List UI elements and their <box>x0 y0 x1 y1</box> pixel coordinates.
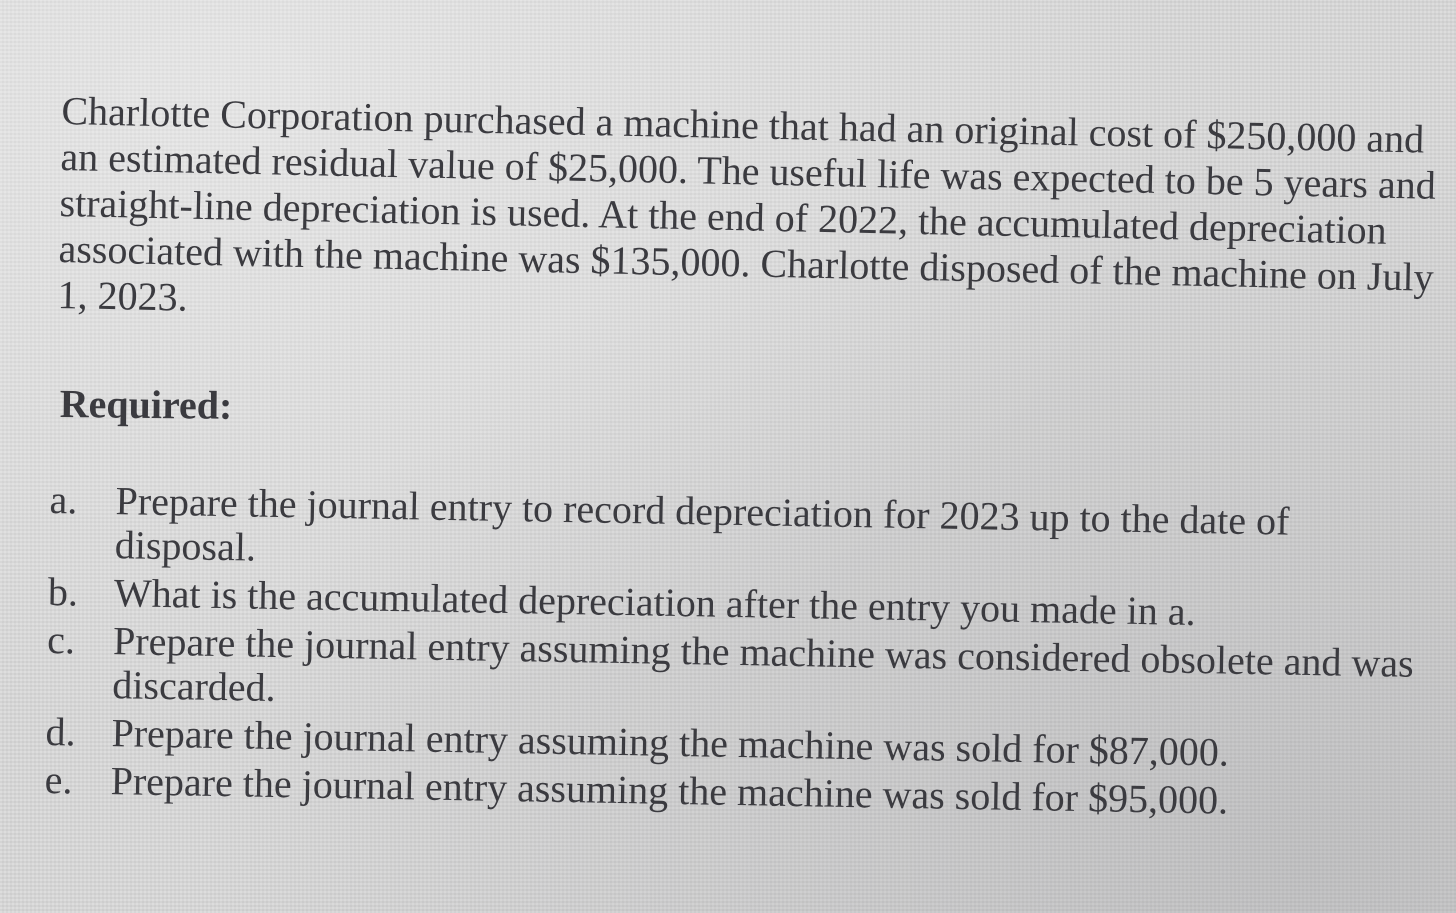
requirements-list <box>44 478 1440 830</box>
item-text: Prepare the journal entry assuming the machine was considered obsolete and was discarded. <box>112 618 1415 710</box>
required-heading: Required: <box>59 380 233 428</box>
item-text: Prepare the journal entry assuming the machine was sold for $87,000. <box>111 710 1230 775</box>
problem-intro: Charlotte Corporation purchased a machine that had an original cost of $250,000 and an estimated residual value of $25,000. The useful life was expected to be 5 years and straight-line depreciation is used. At the end of 2022, the accumulated depreciation associated with the machine was $135,000. Charlotte disposed of the machine on July 1, 2023. <box>57 88 1437 320</box>
item-text: Prepare the journal entry assuming the machine was sold for $95,000. <box>110 758 1229 823</box>
item-marker: e. <box>44 756 73 803</box>
item-marker: d. <box>45 708 76 755</box>
item-text: Prepare the journal entry to record depreciation for 2023 up to the date of disposal. <box>114 478 1290 570</box>
item-marker: c. <box>46 616 76 663</box>
item-marker: b. <box>47 568 79 615</box>
item-text: What is the accumulated depreciation after the entry you made in a. <box>113 570 1197 635</box>
item-marker: a. <box>49 477 78 523</box>
